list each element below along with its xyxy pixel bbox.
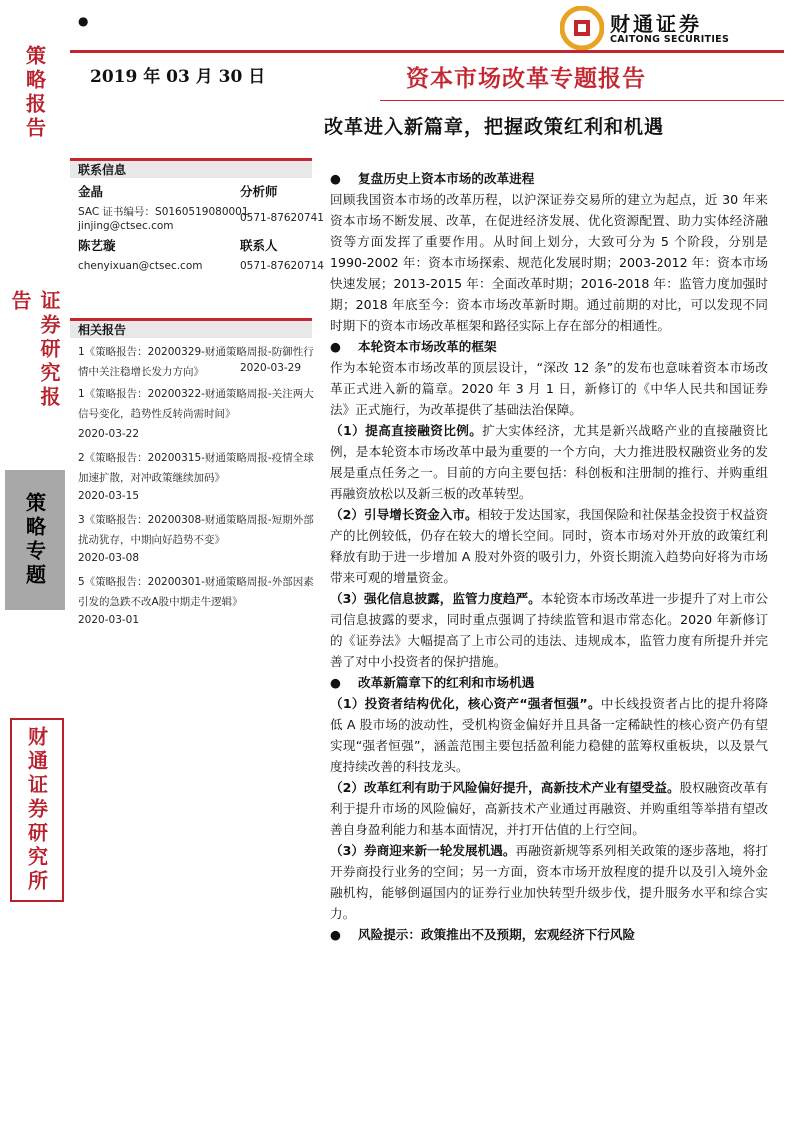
paragraph: （3）强化信息披露，监管力度趋严。本轮资本市场改革进一步提升了对上市公司信息披露的要求，同时重点强调了持续监管和退市常态化。2020 年新修订的《证券法》大幅提高了上市公司的违法、违规成本，监管力度有所提升并完善了对中小投资者的保护措施。 (330, 591, 769, 669)
contact-heading: 联系信息 (70, 158, 312, 178)
bullet-icon: ● (330, 675, 341, 690)
related-report-date: 2020-03-29 (240, 362, 302, 374)
related-report-title[interactable]: 1《策略报告：20200329-财通策略周报-防御性行情中关注稳增长发力方向》 (78, 346, 314, 378)
logo-en-text: CAITONG SECURITIES (610, 34, 730, 45)
related-report-title[interactable]: 1《策略报告：20200322-财通策略周报-关注两大信号变化，趋势性反转尚需时间》 (78, 388, 314, 420)
analyst-role: 分析师 (240, 184, 278, 199)
side-tab-strategy-topic (5, 470, 65, 610)
related-report-date: 2020-03-01 (78, 614, 140, 626)
side-tab-label: 证券研究报告 (8, 290, 61, 410)
related-report-title[interactable]: 3《策略报告：20200308-财通策略周报-短期外部扰动犹存，中期向好趋势不变》 (78, 514, 314, 546)
top-bullet-icon: ● (78, 14, 89, 28)
paragraph: （1）投资者结构优化，核心资产“强者恒强”。中长线投资者占比的提升将降低 A 股市场的波动性，受机构资金偏好并且具备一定稀缺性的核心资产仍有望实现“强者恒强”，涵盖范围主要包括盈利能力稳健的蓝筹权重板块，以及景气度持续改善的科技龙头。 (330, 696, 768, 774)
paragraph: （2）引导增长资金入市。相较于发达国家，我国保险和社保基金投资于权益资产的比例较低，仍存在较大的增长空间。同时，资本市场对外开放的政策红利释放有助于进一步增加 A 股对外资的吸引力，外资长期流入趋势向好将为市场带来可观的增量资金。 (330, 507, 769, 585)
bullet-icon: ● (330, 171, 341, 186)
report-type: 资本市场改革专题报告 (406, 66, 646, 92)
section-heading: ● 改革新篇章下的红利和市场机遇 (330, 672, 768, 693)
paragraph: （3）券商迎来新一轮发展机遇。再融资新规等系列相关政策的逐步落地，将打开券商投行业务的空间；另一方面，资本市场开放程度的提升以及引入境外金融机构，能够倒逼国内的证券行业加快转型升级步伐，提升服务水平和综合实力。 (330, 843, 769, 921)
side-tab-label: 财通证券研究所 (24, 726, 49, 894)
company-logo (560, 6, 770, 48)
title-divider (380, 100, 784, 101)
bullet-icon: ● (330, 927, 341, 942)
paragraph: 作为本轮资本市场改革的顶层设计，“深改 12 条”的发布也意味着资本市场改革正式进入新的篇章。2020 年 3 月 1 日，新修订的《中华人民共和国证券法》正式施行，为改革提供了基础法治保障。 (330, 360, 768, 417)
report-date: 2019 年 03 月 30 日 (90, 67, 266, 87)
header-divider (70, 50, 784, 53)
paragraph: （2）改革红利有助于风险偏好提升，高新技术产业有望受益。股权融资改革有利于提升市场的风险偏好，高新技术产业通过再融资、并购重组等举措有望改善自身盈利能力和基本面情况，并打开估值的上行空间。 (330, 780, 768, 837)
report-body (330, 168, 768, 945)
bullet-icon: ● (330, 339, 341, 354)
analyst-email[interactable]: jinjing@ctsec.com (78, 220, 174, 232)
paragraph: 回顾我国资本市场的改革历程，以沪深证券交易所的建立为起点，近 30 年来资本市场不断发展、改革，在促进经济发展、优化资源配置、助力实体经济融资等方面发挥了重要作用。从时间上划分，大致可分为 5 个阶段，分别是 1990-2002 年：资本市场探索、规范化发展时期；2003-2012 年：资本市场快速发展；2013-2015 年：全面改革时期；2016-2018 年：监管力度加强时期；2018 年底至今：资本市场改革新时期。通过前期的对比，可以发现不同时期下的资本市场改革框架和路径实际上存在部分的相通性。 (330, 192, 768, 333)
side-tab-institute (10, 718, 64, 902)
contact-phone: 0571-87620714 (240, 260, 324, 272)
logo-emblem-icon (560, 6, 604, 50)
related-heading: 相关报告 (70, 318, 312, 338)
paragraph: （1）提高直接融资比例。扩大实体经济，尤其是新兴战略产业的直接融资比例，是本轮资本市场改革中最为重要的一个方向，大力推进股权融资业务的发展是重点任务之一。目前的方向主要包括：科创板和注册制的推行、并购重组再融资放松以及新三板的改革转型。 (330, 423, 769, 501)
related-report-title[interactable]: 5《策略报告：20200301-财通策略周报-外部因素引发的急跌不改A股中期走牛逻辑》 (78, 576, 314, 608)
related-report-date: 2020-03-22 (78, 428, 140, 440)
related-report-date: 2020-03-08 (78, 552, 140, 564)
page-title: 改革进入新篇章，把握政策红利和机遇 (324, 116, 665, 138)
analyst-name: 金晶 (78, 184, 104, 199)
side-tab-strategy-report (0, 40, 70, 145)
analyst-phone: 0571-87620741 (240, 212, 324, 224)
contact-role: 联系人 (240, 238, 278, 253)
related-report-title[interactable]: 2《策略报告：20200315-财通策略周报-疫情全球加速扩散，对冲政策继续加码》 (78, 452, 314, 484)
contact-name: 陈艺璇 (78, 238, 116, 253)
section-heading: ● 本轮资本市场改革的框架 (330, 336, 768, 357)
side-tab-label: 策略专题 (22, 492, 47, 588)
side-tab-securities-report (0, 290, 70, 415)
logo-cn-text: 财通证券 (610, 12, 702, 36)
analyst-sac: SAC 证书编号：S0160519080001 (78, 206, 249, 218)
section-heading: ● 复盘历史上资本市场的改革进程 (330, 168, 768, 189)
related-report-date: 2020-03-15 (78, 490, 140, 502)
side-tab-label: 策略报告 (22, 44, 47, 141)
contact-email[interactable]: chenyixuan@ctsec.com (78, 260, 203, 272)
risk-warning: ● 风险提示：政策推出不及预期，宏观经济下行风险 (330, 924, 768, 945)
